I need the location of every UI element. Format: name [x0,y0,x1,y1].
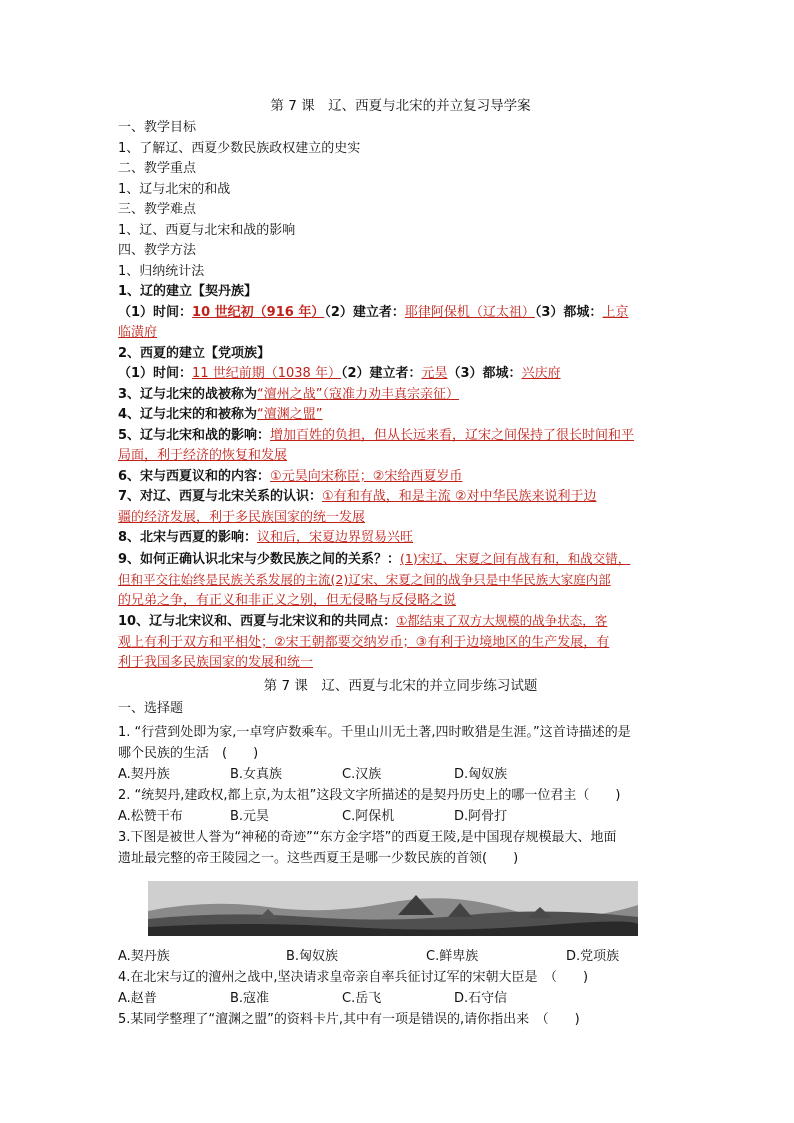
answer: 10 世纪初（916 年） [192,304,325,320]
tombs-landscape-image [148,881,638,936]
point9-line: 9、如何正确认识北宋与少数民族之间的关系？：(1)宋辽、宋夏之间有战有和，和战交错， [118,550,631,567]
option: B.元昊 [230,808,270,824]
answer: ①元昊向宋称臣；②宋给西夏岁币 [270,468,463,484]
sec1-heading: 一、教学目标 [118,120,197,135]
q4-options [118,988,683,1009]
point6-line: 6、宋与西夏议和的内容：①元昊向宋称臣；②宋给西夏岁币 [118,468,463,484]
answer: 利于我国多民族国家的发展和统一 [118,655,314,670]
answer: 兴庆府 [521,366,561,381]
point10-line: 10、辽与北宋议和、西夏与北宋议和的共同点：①都结束了双方大规模的战争状态，客 [118,613,608,629]
q2-text: 2. “统契丹,建政权,都上京,为太祖”这段文字所描述的是契丹历史上的哪一位君主（ ) [118,787,621,803]
option: D.匈奴族 [454,766,508,782]
answer: 上京 [602,304,629,320]
answer: 耶律阿保机（辽太祖） [404,304,535,320]
q1-text-2: 哪个民族的生活 ( ) [118,745,259,761]
point8-line: 8、北宋与西夏的影响：议和后，宋夏边界贸易兴旺 [118,530,414,545]
point1-heading: 1、辽的建立【契丹族】 [118,284,258,299]
answer: “澶渊之盟” [257,407,323,422]
point7-line: 7、对辽、西夏与北宋关系的认识：①有和有战，和是主流 ②对中华民族来说利于边 [118,489,597,504]
point5-line2 [118,446,683,467]
sec2-item: 1、辽与北宋的和战 [118,181,231,197]
point1-line: （1）时间：10 世纪初（916 年）（2）建立者：耶律阿保机（辽太祖）（3）都城：上京 [118,304,629,320]
answer: 的兄弟之争，有正义和非正义之别，但无侵略与反侵略之说 [118,592,457,608]
point7-line2 [118,508,683,529]
option: A.契丹族 [118,766,170,782]
option: B.匈奴族 [286,948,339,964]
answer: 局面，利于经济的恢复和发展 [118,448,288,463]
answer: 11 世纪前期（1038 年） [192,366,341,381]
option: C.岳飞 [342,990,382,1006]
sec4-item: 1、归纳统计法 [118,263,205,279]
worksheet [118,96,683,1030]
point2-heading: 2、西夏的建立【党项族】 [118,345,271,361]
q3-text: 3.下图是被世人誉为“神秘的奇迹”“东方金字塔”的西夏王陵,是中国现存规模最大、地面 [118,829,617,845]
answer: ①都结束了双方大规模的战争状态，客 [396,613,608,628]
exercise-title: 第 7 课 辽、西夏与北宋的并立同步练习试题 [263,677,538,694]
option: B.寇准 [230,990,270,1006]
point10-line2 [118,633,683,654]
answer: 但和平交往始终是民族关系发展的主流(2)辽宋、宋夏之间的战争只是中华民族大家庭内部 [118,572,611,587]
option: C.阿保机 [342,808,395,824]
answer: 议和后，宋夏边界贸易兴旺 [257,530,414,545]
point5-line: 5、辽与北宋和战的影响：增加百姓的负担，但从长远来看，辽宋之间保持了很长时间和平 [118,427,635,443]
point9-line2 [118,570,683,591]
option: D.阿骨打 [454,808,508,824]
sec2-heading: 二、教学重点 [118,161,197,176]
answer: 观上有利于双方和平相处；②宋王朝都要交纳岁币；③有利于边境地区的生产发展，有 [118,634,610,650]
point4-line: 4、辽与北宋的和被称为“澶渊之盟” [118,407,323,422]
q2-options [118,806,683,827]
point1-line2 [118,323,683,344]
answer: 元昊 [421,366,448,381]
option: A.赵普 [118,990,157,1006]
q4-text: 4.在北宋与辽的澶州之战中,坚决请求皇帝亲自率兵征讨辽军的宋朝大臣是 （ ) [118,969,589,985]
answer: 疆的经济发展，利于多民族国家的统一发展 [118,509,366,525]
q3-options [118,946,683,967]
sec1-item: 1、了解辽、西夏少数民族政权建立的史实 [118,140,361,156]
answer: “澶州之战”（寇准力劝丰真宗亲征） [257,386,460,402]
option: D.石守信 [454,990,508,1006]
answer: 临潢府 [118,325,158,340]
q1-options [118,764,683,785]
q1-text: 1. “行营到处即为家,一卓穹庐数乘车。千里山川无土著,四时畋猎是生涯。”这首诗描述的是 [118,724,631,740]
xixia-tombs-photo [148,881,638,936]
answer: ①有和有战，和是主流 ②对中华民族来说利于边 [322,489,597,504]
guide-title: 第 7 课 辽、西夏与北宋的并立复习导学案 [270,98,531,114]
option: C.鲜卑族 [426,948,479,964]
answer: (1)宋辽、宋夏之间有战有和，和战交错， [400,550,631,566]
exercise-section: 一、选择题 [118,700,184,716]
q3-text-2: 遗址最完整的帝王陵园之一。这些西夏王是哪一少数民族的首领( ) [118,850,519,866]
point3-line: 3、辽与北宋的战被称为“澶州之战”（寇准力劝丰真宗亲征） [118,386,460,402]
sec3-heading: 三、教学难点 [118,202,197,217]
sec4-heading: 四、教学方法 [118,243,197,258]
point2-line: （1）时间：11 世纪前期（1038 年）（2）建立者：元昊（3）都城：兴庆府 [118,366,561,381]
point9-line3 [118,591,683,612]
sec3-item: 1、辽、西夏与北宋和战的影响 [118,222,296,238]
option: A.契丹族 [118,948,170,964]
option: D.党项族 [566,948,620,964]
option: A.松赞干布 [118,808,183,824]
option: C.汉族 [342,766,382,782]
option: B.女真族 [230,766,283,782]
point10-line3 [118,653,683,674]
q5-text: 5.某同学整理了“澶渊之盟”的资料卡片,其中有一项是错误的,请你指出来 （ ) [118,1011,580,1027]
answer: 增加百姓的负担，但从长远来看，辽宋之间保持了很长时间和平 [270,427,635,443]
